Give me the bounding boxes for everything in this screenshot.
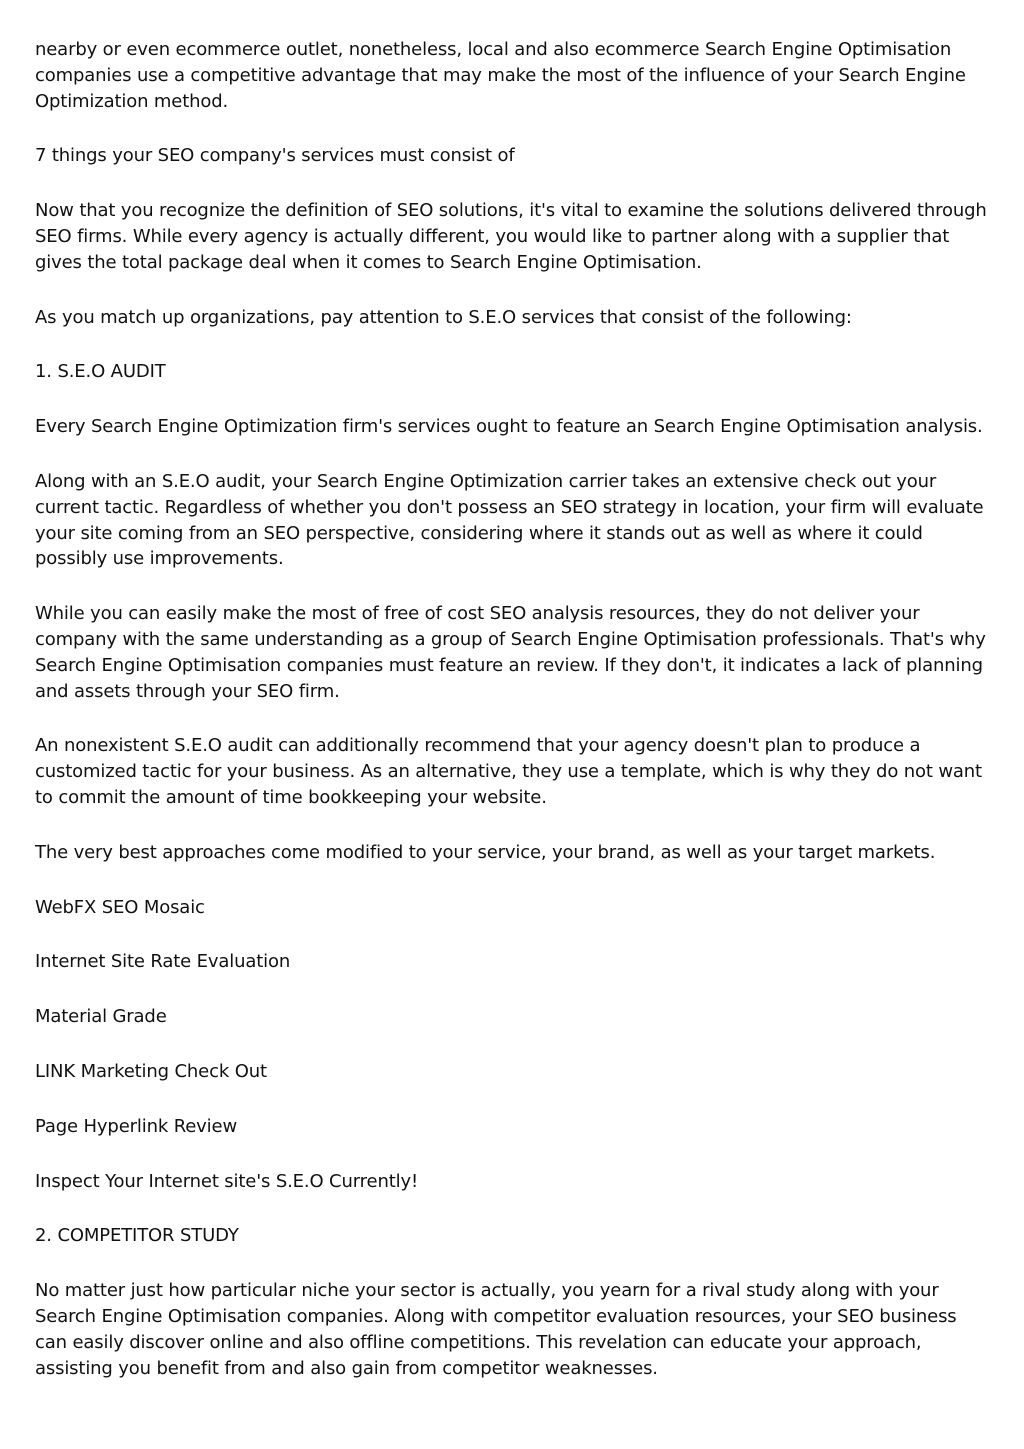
paragraph: The very best approaches come modified to your service, your brand, as well as your target markets. [35, 841, 936, 863]
list-item: WebFX SEO Mosaic [35, 896, 205, 918]
paragraph: nearby or even ecommerce outlet, nonetheless, local and also ecommerce Search Engine Optimisation companies use a competitive advantage that may make the most of the influence of your Search Engine Optimization method. [35, 39, 966, 112]
paragraph: Now that you recognize the definition of SEO solutions, it's vital to examine the solutions delivered through SEO firms. While every agency is actually different, you would like to partner along with a supplier that gives the total package deal when it comes to Search Engine Optimisation. [35, 200, 987, 273]
section-heading: 2. COMPETITOR STUDY [35, 1225, 239, 1247]
paragraph: Along with an S.E.O audit, your Search Engine Optimization carrier takes an extensive check out your current tactic. Regardless of whether you don't possess an SEO strategy in location, your firm will evaluate your site coming from an SEO perspective, considering where it stands out as well as where it could possibly use improvements. [35, 470, 984, 570]
document-page [35, 37, 990, 1410]
list-item: LINK Marketing Check Out [35, 1060, 267, 1082]
list-item: Internet Site Rate Evaluation [35, 951, 291, 973]
section-heading: 7 things your SEO company's services must consist of [35, 145, 515, 167]
list-item: Material Grade [35, 1006, 167, 1028]
list-item: Page Hyperlink Review [35, 1115, 238, 1137]
paragraph: No matter just how particular niche your sector is actually, you yearn for a rival study along with your Search Engine Optimisation companies. Along with competitor evaluation resources, your SEO business can easily discover online and also offline competitions. This revelation can educate your approach, assisting you benefit from and also gain from competitor weaknesses. [35, 1280, 957, 1379]
paragraph: As you match up organizations, pay attention to S.E.O services that consist of the following: [35, 306, 852, 328]
paragraph: Every Search Engine Optimization firm's services ought to feature an Search Engine Optimisation analysis. [35, 416, 983, 438]
section-heading: 1. S.E.O AUDIT [35, 361, 166, 383]
paragraph: An nonexistent S.E.O audit can additionally recommend that your agency doesn't plan to produce a customized tactic for your business. As an alternative, they use a template, which is why they do not want to commit the amount of time bookkeeping your website. [35, 735, 982, 808]
list-item: Inspect Your Internet site's S.E.O Currently! [35, 1170, 419, 1192]
paragraph: While you can easily make the most of free of cost SEO analysis resources, they do not deliver your company with the same understanding as a group of Search Engine Optimisation professionals. That's why Search Engine Optimisation companies must feature an review. If they don't, it indicates a lack of planning and assets through your SEO firm. [35, 603, 986, 702]
